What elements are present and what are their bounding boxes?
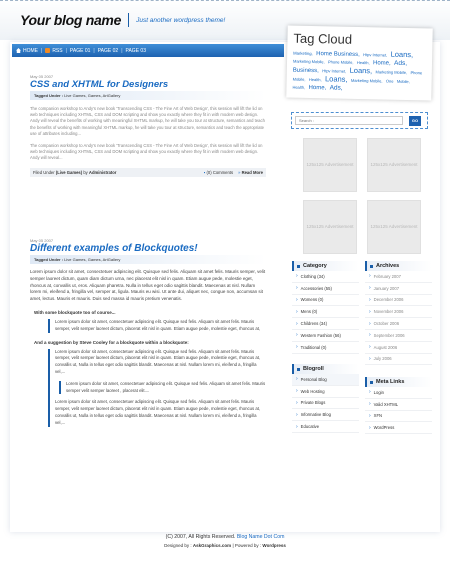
- tags-label: Tagged Under :: [34, 257, 64, 262]
- wordpress-link[interactable]: Wordpress: [262, 543, 286, 548]
- nav-separator: |: [121, 47, 123, 54]
- category-widget: [292, 261, 359, 354]
- meta-item[interactable]: › Valid XHTML: [365, 399, 432, 411]
- post-paragraph: Lorem ipsum dolor sit amet, consectetuer adipiscing elit. Quisque sed felis. Aliquam sit amet felis. Mauris semper, velit semper laoreet dictum, quam diam dictum urna, nec placerat elit nisl in quam. Etiam augue pede, molestie eget, rhoncus at, convallis ut, eros. Aliquam pharetra. Nulla in tellus eget odio sagittis blandit. Maecenas at nisl. Nullam lorem mi, eleifend a, fringilla vel, semper at, ligula. Mauris eu wisi. Ut ante dui, aliquet nec, congue non, accumsan sit amet, lectus. Mauris et mauris. Duis sed massa id mauris pretium venenatis.: [30, 269, 266, 302]
- post-meta-bar: [30, 168, 266, 177]
- tags-list[interactable]: Live Games, Games, ArtGallery: [64, 257, 121, 262]
- tag-link[interactable]: Home,: [308, 84, 327, 92]
- ad-slot-1[interactable]: 125x125 Advertisement: [303, 138, 357, 192]
- meta-widget: [365, 377, 432, 434]
- tag-link[interactable]: Phone Mobile,: [327, 59, 354, 65]
- nav-page-03[interactable]: PAGE 03: [125, 47, 146, 54]
- tag-link[interactable]: Home,: [372, 60, 391, 67]
- arch-item[interactable]: › February 2007: [365, 271, 432, 283]
- rss-icon: [45, 48, 50, 53]
- tag-link[interactable]: Loans,: [349, 65, 373, 76]
- footer-credits: Designed by : AskGraphics.com | Powered by : Wordpress: [164, 543, 286, 548]
- blockquote: Lorem ipsum dolor sit amet, consectetuer adipiscing elit. Quisque sed felis. Aliquam sit amet felis. Mauris semper, velit semper laoreet dictum, placerat elit nisl in quam. Etiam augue pede, molestie eget, rhoncus at,: [48, 319, 266, 333]
- blog-item[interactable]: › Informative Blog: [292, 409, 359, 421]
- blockquote-label: And a suggestion by Steve Cooley for a blockquote within a blockquote:: [34, 339, 189, 345]
- search-box: [291, 112, 428, 129]
- ad-slot-3[interactable]: 125x125 Advertisement: [303, 200, 357, 254]
- designer-link[interactable]: AskGraphics.com: [192, 543, 232, 548]
- comment-icon: ▪: [203, 169, 206, 175]
- tag-link[interactable]: Health,: [356, 59, 370, 66]
- tag-link[interactable]: Health,: [308, 76, 322, 83]
- post-paragraph: The companion workshop to Andy's new book 'Transcending CSS - The Fine Art of Web Design', this session will lift the lid on web techniques including XHTML, CSS and DOM scripting and show you exactly where they fit in with modern web design. Andy will reveal the benefits of working with meaningful XHTML markup, he will take you tour at structure, semantics and teach the benefits of working with meaningful XHTML markup, he will take you tour at structure, semantics and teach the appropriate use of attributes including...: [30, 106, 265, 136]
- arch-item[interactable]: › October 2006: [365, 318, 432, 330]
- blogroll-list: [292, 374, 359, 433]
- meta-item[interactable]: › Login: [365, 387, 432, 399]
- meta-item[interactable]: › WordPress: [365, 422, 432, 434]
- post-css-xhtml: [30, 74, 266, 177]
- post-date: May 05 2007: [30, 74, 54, 79]
- blog-item[interactable]: › Personal Blog: [292, 374, 359, 386]
- blockquote-text: Lorem ipsum dolor sit amet, consectetuer adipiscing elit. Quisque sed felis. Aliquam sit amet felis. Mauris semper, velit semper laoreet dictum, placerat elit nisl in quam. Etiam augue pede, molestie eget, rhoncus at, convallis ut, Nulla in tellus eget odio sagittis blandit. Maecenas at nisl. Nullam lorem mi, eleifend a, fringilla vel,...: [55, 348, 261, 374]
- tag-link[interactable]: Phone: [410, 70, 423, 76]
- meta-title: Meta Links: [365, 377, 432, 387]
- arch-item[interactable]: › December 2006: [365, 295, 432, 307]
- square-icon: [370, 381, 373, 384]
- post-tags: [30, 91, 266, 100]
- blockquote-text: Lorem ipsum dolor sit amet, consectetuer adipiscing elit. Quisque sed felis. Aliquam sit amet felis. Mauris semper, velit semper laoreet dictum, placerat elit nisl in quam. Etiam augue pede, molestie eget, rhoncus at, convallis ut, Nulla in tellus eget odio sagittis blandit. Maecenas at nisl. Nullam lorem mi, eleifend a, fringilla vel,...: [55, 399, 261, 425]
- archives-title: Archives: [365, 261, 432, 271]
- filed-label: Filed Under: [33, 169, 55, 175]
- header-separator: [128, 13, 129, 27]
- tag-link[interactable]: Marketing,: [293, 50, 313, 57]
- read-more-link[interactable]: » Read More: [238, 169, 263, 175]
- filed-under: [33, 170, 116, 175]
- meta-list: [365, 387, 432, 434]
- archives-widget: [365, 261, 432, 365]
- tag-link[interactable]: Health,: [292, 84, 306, 90]
- tag-cloud-widget: [286, 25, 432, 100]
- site-header: [20, 12, 225, 28]
- blog-item[interactable]: › Private Blogs: [292, 398, 359, 410]
- post-paragraph: The companion workshop to Andy's new book 'Transcending CSS - The Fine Art of Web Design', this session will lift the lid on web techniques including XHTML, CSS and DOM scripting and show you exactly where they fit in with modern web design. Andy will reveal...: [30, 143, 263, 161]
- tag-cloud-words: [292, 49, 426, 95]
- top-dashed-line: [0, 0, 450, 2]
- tags-label: Tagged Under :: [34, 93, 64, 98]
- cat-item[interactable]: › Clothing (34): [292, 271, 359, 283]
- search-go-button[interactable]: GO: [409, 116, 421, 126]
- tag-cloud-title: Tag Cloud: [293, 30, 353, 47]
- tag-link[interactable]: Marketing Mobile,: [350, 77, 383, 84]
- arch-item[interactable]: › November 2006: [365, 306, 432, 318]
- site-footer: [0, 534, 450, 548]
- footer-copyright: (C) 2007, All Rights Reserved. Blog Name Dot Com: [165, 534, 285, 540]
- tag-link[interactable]: Marketing Mobile,: [292, 58, 325, 65]
- blogroll-title: Blogroll: [292, 364, 359, 374]
- nav-page-01[interactable]: PAGE 01: [69, 47, 91, 54]
- arch-item[interactable]: › August 2006: [365, 342, 432, 354]
- blogroll-widget: [292, 364, 359, 433]
- blockquote-label: With some blockquote too of course...: [34, 309, 116, 315]
- nav-bar: [12, 44, 284, 57]
- cat-item[interactable]: › Womens (0): [292, 295, 359, 307]
- tag-link[interactable]: Loans,: [390, 49, 414, 60]
- footer-domain-link[interactable]: Blog Name Dot Com: [236, 534, 285, 540]
- cat-item[interactable]: › Western Fashion (56): [292, 330, 359, 342]
- square-icon: [297, 368, 300, 371]
- blockquote-nested: Lorem ipsum dolor sit amet, consectetuer adipiscing elit. Quisque sed felis. Aliquam sit amet felis. Mauris semper velit semper laoreet , placerat elit....: [59, 381, 266, 395]
- post-blockquotes: [30, 238, 266, 427]
- comments-link[interactable]: ▪ (0) Comments: [203, 169, 234, 175]
- tag-link[interactable]: Htpv Internet,: [322, 68, 347, 74]
- ad-slot-2[interactable]: 125x125 Advertisement: [367, 138, 421, 192]
- filed-category[interactable]: (Live Games): [55, 169, 83, 175]
- arrow-icon: »: [238, 169, 241, 175]
- tag-link[interactable]: Loans,: [324, 74, 348, 84]
- square-icon: [370, 265, 373, 268]
- search-input[interactable]: [295, 116, 403, 125]
- tag-link[interactable]: Business,: [292, 67, 319, 75]
- tag-link[interactable]: Marketing Mobile,: [375, 69, 408, 75]
- post-author[interactable]: Administrator: [88, 169, 117, 175]
- tag-link[interactable]: Mobile,: [396, 78, 410, 85]
- nav-separator: |: [65, 47, 67, 54]
- square-icon: [297, 265, 300, 268]
- blog-item[interactable]: › Educative: [292, 421, 359, 433]
- cat-item[interactable]: › Accessories (55): [292, 283, 359, 295]
- arch-item[interactable]: › July 2006: [365, 354, 432, 366]
- post-title[interactable]: CSS and XHTML for Designers: [30, 79, 169, 90]
- ad-slot-4[interactable]: 125x125 Advertisement: [367, 200, 421, 254]
- arch-item[interactable]: › January 2007: [365, 283, 432, 295]
- nav-page-02[interactable]: PAGE 02: [97, 47, 119, 54]
- post-tags: [30, 255, 266, 264]
- by-label: by: [83, 169, 88, 175]
- post-date: May 05 2007: [30, 238, 54, 243]
- nav-separator: |: [93, 47, 95, 54]
- arch-item[interactable]: › September 2006: [365, 330, 432, 342]
- archives-list: [365, 271, 432, 365]
- site-tagline: Just another wordpress theme!: [136, 16, 226, 24]
- post-title[interactable]: Different examples of Blockquotes!: [30, 243, 198, 254]
- post-actions: [204, 170, 263, 175]
- tag-link[interactable]: Htpv Internet,: [363, 52, 388, 58]
- tag-link[interactable]: Home Business,: [316, 51, 360, 59]
- tag-link[interactable]: One: [385, 78, 394, 84]
- tag-link[interactable]: Ads,: [329, 84, 343, 92]
- cat-item[interactable]: › Mens (0): [292, 306, 359, 318]
- nav-rss[interactable]: RSS: [45, 48, 62, 54]
- category-list: [292, 271, 359, 354]
- blog-item[interactable]: › Web Hosting: [292, 386, 359, 398]
- tags-list[interactable]: Live Games, Games, ArtGallery: [64, 93, 121, 98]
- home-icon: [16, 48, 21, 53]
- cat-item[interactable]: › Childrens (34): [292, 318, 359, 330]
- nav-home[interactable]: HOME: [16, 48, 38, 54]
- nav-separator: |: [41, 47, 43, 54]
- meta-item[interactable]: › XFN: [365, 411, 432, 423]
- category-title: Category: [292, 261, 359, 271]
- tag-link[interactable]: Ads,: [394, 59, 408, 67]
- cat-item[interactable]: › Traditional (0): [292, 342, 359, 354]
- blockquote-outer: [48, 349, 266, 427]
- tag-link[interactable]: Mobile,: [292, 76, 306, 82]
- site-name[interactable]: Your blog name: [20, 12, 122, 28]
